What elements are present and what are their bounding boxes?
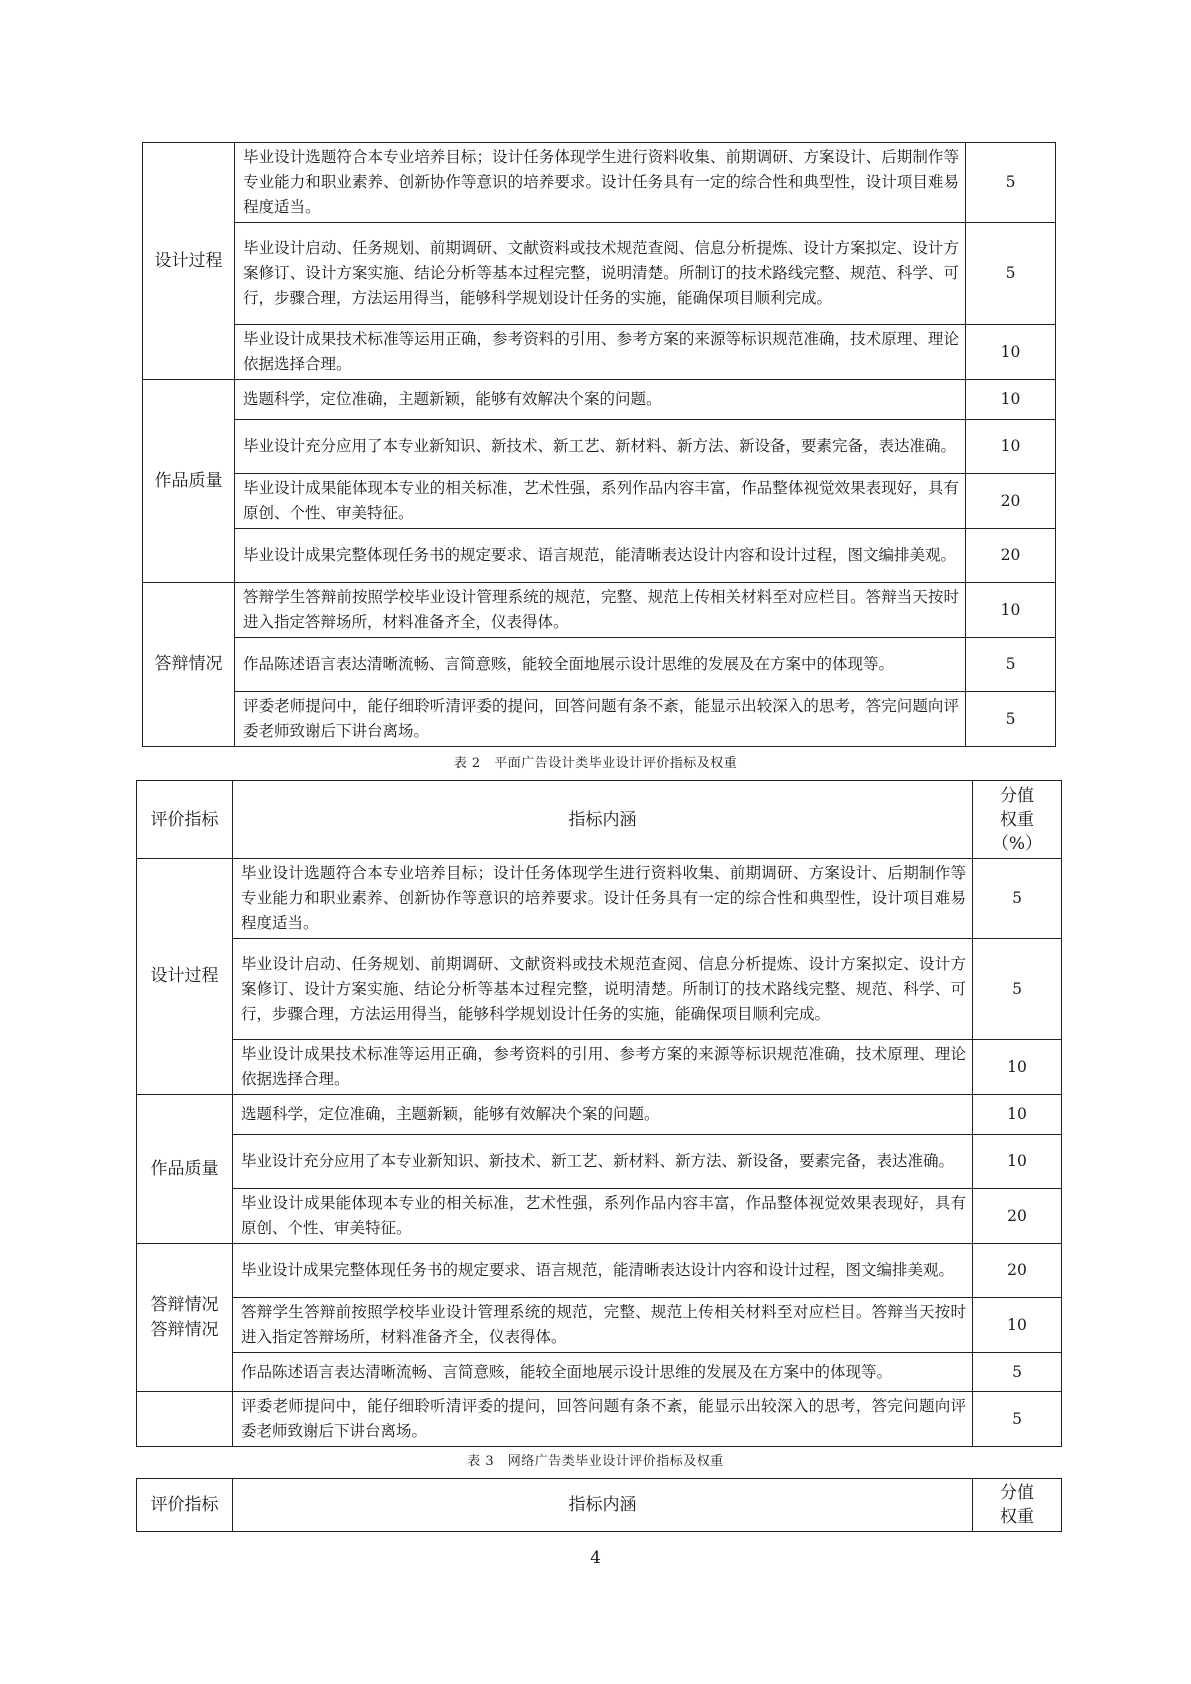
weight-value: 5 <box>973 1353 1062 1392</box>
header-indicator: 评价指标 <box>137 781 233 859</box>
table-header-row <box>137 781 1062 859</box>
indicator-content: 作品陈述语言表达清晰流畅、言简意赅，能较全面地展示设计思维的发展及在方案中的体现等。 <box>233 1353 973 1392</box>
weight-value: 10 <box>966 420 1056 474</box>
indicator-content: 毕业设计启动、任务规划、前期调研、文献资料或技术规范查阅、信息分析提炼、设计方案拟定、设计方案修订、设计方案实施、结论分析等基本过程完整，说明清楚。所制订的技术路线完整、规范、科学、可行，步骤合理，方法运用得当，能够科学规划设计任务的实施，能确保项目顺利完成。 <box>235 223 966 325</box>
indicator-content: 毕业设计成果技术标准等运用正确，参考资料的引用、参考方案的来源等标识规范准确，技术原理、理论依据选择合理。 <box>233 1040 973 1095</box>
table-row <box>137 859 1062 939</box>
header-weight-line2: 权重 <box>1000 809 1034 830</box>
indicator-content: 答辩学生答辩前按照学校毕业设计管理系统的规范，完整、规范上传相关材料至对应栏目。答辩当天按时进入指定答辩场所，材料准备齐全，仪表得体。 <box>233 1298 973 1353</box>
indicator-content: 评委老师提问中，能仔细聆听清评委的提问，回答问题有条不紊，能显示出较深入的思考，答完问题向评委老师致谢后下讲台离场。 <box>235 692 966 747</box>
weight-value: 5 <box>973 1392 1062 1447</box>
indicator-content: 毕业设计成果能体现本专业的相关标准，艺术性强，系列作品内容丰富，作品整体视觉效果表现好，具有原创、个性、审美特征。 <box>235 474 966 529</box>
header-weight-line2: 权重 <box>1000 1507 1034 1527</box>
table-row <box>137 1135 1062 1189</box>
weight-value: 5 <box>973 859 1062 939</box>
table-row <box>137 1244 1062 1298</box>
weight-value: 10 <box>966 380 1056 420</box>
header-weight <box>973 781 1062 859</box>
category-cell: 作品质量 <box>143 380 235 583</box>
weight-value: 20 <box>973 1244 1062 1298</box>
weight-value: 5 <box>966 143 1056 223</box>
table-row <box>137 939 1062 1040</box>
page-number: 4 <box>590 1548 601 1568</box>
category-cell: 作品质量 <box>137 1095 233 1244</box>
weight-value: 5 <box>973 939 1062 1040</box>
indicator-content: 毕业设计选题符合本专业培养目标；设计任务体现学生进行资料收集、前期调研、方案设计、后期制作等专业能力和职业素养、创新协作等意识的培养要求。设计任务具有一定的综合性和典型性，设计项目难易程度适当。 <box>235 143 966 223</box>
weight-value: 10 <box>973 1298 1062 1353</box>
table-row <box>143 583 1056 638</box>
table2-caption: 表 2 平面广告设计类毕业设计评价指标及权重 <box>453 756 738 771</box>
weight-value: 10 <box>966 583 1056 638</box>
indicator-content: 选题科学，定位准确，主题新颖，能够有效解决个案的问题。 <box>233 1095 973 1135</box>
table-row <box>137 1392 1062 1447</box>
table-header-row <box>137 1479 1062 1532</box>
indicator-content: 毕业设计充分应用了本专业新知识、新技术、新工艺、新材料、新方法、新设备，要素完备，表达准确。 <box>235 420 966 474</box>
indicator-content: 选题科学，定位准确，主题新颖，能够有效解决个案的问题。 <box>235 380 966 420</box>
weight-value: 20 <box>966 529 1056 583</box>
category-cell: 设计过程 <box>137 859 233 1095</box>
weight-value: 10 <box>973 1040 1062 1095</box>
weight-value: 5 <box>966 692 1056 747</box>
weight-value: 20 <box>966 474 1056 529</box>
header-content: 指标内涵 <box>233 781 973 859</box>
category-cell: 设计过程 <box>143 143 235 380</box>
indicator-content: 评委老师提问中，能仔细聆听清评委的提问，回答问题有条不紊，能显示出较深入的思考，答完问题向评委老师致谢后下讲台离场。 <box>233 1392 973 1447</box>
indicator-content: 毕业设计成果能体现本专业的相关标准，艺术性强，系列作品内容丰富，作品整体视觉效果表现好，具有原创、个性、审美特征。 <box>233 1189 973 1244</box>
indicator-content: 毕业设计成果完整体现任务书的规定要求、语言规范，能清晰表达设计内容和设计过程，图文编排美观。 <box>235 529 966 583</box>
indicator-content: 毕业设计成果技术标准等运用正确，参考资料的引用、参考方案的来源等标识规范准确，技术原理、理论依据选择合理。 <box>235 325 966 380</box>
weight-value: 10 <box>973 1095 1062 1135</box>
table-row <box>137 1040 1062 1095</box>
indicator-content: 作品陈述语言表达清晰流畅、言简意赅，能较全面地展示设计思维的发展及在方案中的体现等。 <box>235 638 966 692</box>
evaluation-table-continued <box>142 142 1056 747</box>
table-row <box>143 325 1056 380</box>
indicator-content: 答辩学生答辩前按照学校毕业设计管理系统的规范，完整、规范上传相关材料至对应栏目。答辩当天按时进入指定答辩场所，材料准备齐全，仪表得体。 <box>235 583 966 638</box>
header-weight <box>973 1479 1062 1532</box>
header-weight-line3: （%） <box>991 833 1043 854</box>
weight-value: 20 <box>973 1189 1062 1244</box>
table-row <box>143 474 1056 529</box>
evaluation-table-2 <box>136 780 1062 1447</box>
table-row <box>143 638 1056 692</box>
table-row <box>143 143 1056 223</box>
table-row <box>137 1298 1062 1353</box>
header-indicator: 评价指标 <box>137 1479 233 1532</box>
weight-value: 5 <box>966 223 1056 325</box>
header-content: 指标内涵 <box>233 1479 973 1532</box>
indicator-content: 毕业设计启动、任务规划、前期调研、文献资料或技术规范查阅、信息分析提炼、设计方案拟定、设计方案修订、设计方案实施、结论分析等基本过程完整，说明清楚。所制订的技术路线完整、规范、科学、可行，步骤合理，方法运用得当，能够科学规划设计任务的实施，能确保项目顺利完成。 <box>233 939 973 1040</box>
header-weight-line1: 分值 <box>1000 785 1034 806</box>
weight-value: 10 <box>966 325 1056 380</box>
table-row <box>137 1189 1062 1244</box>
table-row <box>137 1353 1062 1392</box>
table-row <box>143 692 1056 747</box>
header-weight-line1: 分值 <box>1000 1483 1034 1503</box>
table-row <box>143 529 1056 583</box>
evaluation-table-3 <box>136 1478 1062 1532</box>
table-row <box>137 1095 1062 1135</box>
category-label-line2: 答辩情况 <box>150 1319 219 1340</box>
category-cell-empty <box>137 1392 233 1447</box>
indicator-content: 毕业设计选题符合本专业培养目标；设计任务体现学生进行资料收集、前期调研、方案设计、后期制作等专业能力和职业素养、创新协作等意识的培养要求。设计任务具有一定的综合性和典型性，设计项目难易程度适当。 <box>233 859 973 939</box>
table-row <box>143 223 1056 325</box>
weight-value: 10 <box>973 1135 1062 1189</box>
category-label-line1: 答辩情况 <box>150 1294 219 1315</box>
table-row <box>143 420 1056 474</box>
table-row <box>143 380 1056 420</box>
category-cell <box>137 1244 233 1392</box>
table3-caption: 表 3 网络广告类毕业设计评价指标及权重 <box>467 1454 724 1469</box>
category-cell: 答辩情况 <box>143 583 235 747</box>
weight-value: 5 <box>966 638 1056 692</box>
indicator-content: 毕业设计成果完整体现任务书的规定要求、语言规范，能清晰表达设计内容和设计过程，图文编排美观。 <box>233 1244 973 1298</box>
indicator-content: 毕业设计充分应用了本专业新知识、新技术、新工艺、新材料、新方法、新设备，要素完备，表达准确。 <box>233 1135 973 1189</box>
